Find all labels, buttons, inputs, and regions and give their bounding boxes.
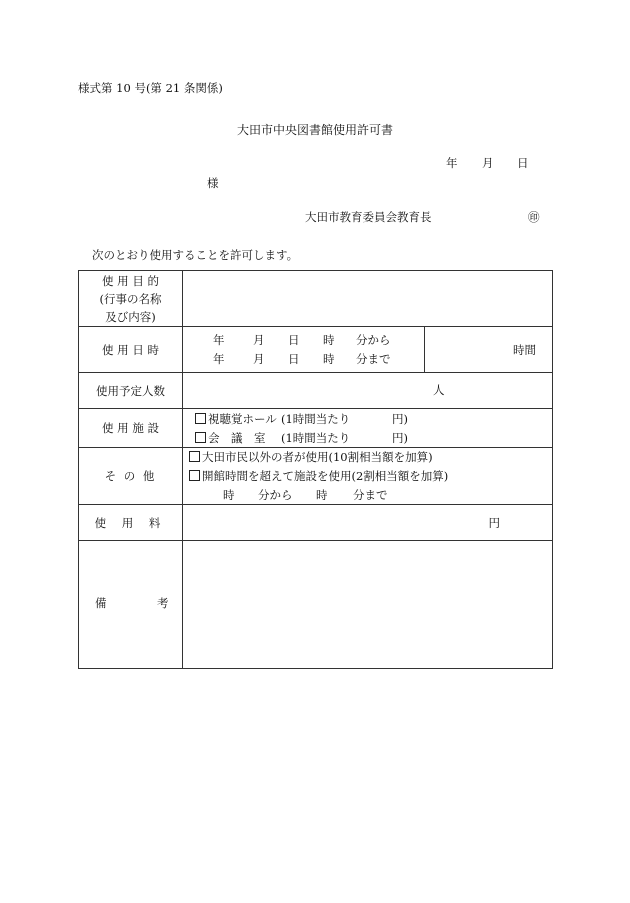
remarks-label — [79, 541, 183, 669]
dt-from-day: 日 — [288, 332, 300, 347]
facility-label: 使 用 施 設 — [79, 409, 183, 448]
fee-unit: 円 — [488, 515, 500, 530]
hall-rate: (1時間当たり — [281, 412, 351, 426]
datetime-label: 使 用 日 時 — [79, 327, 183, 373]
form-number: 様式第 10 号(第 21 条関係) — [78, 81, 223, 95]
fee-label — [79, 505, 183, 541]
dt-from-hour: 時 — [323, 332, 335, 347]
dt-to-day: 日 — [288, 351, 300, 366]
remarks-field[interactable] — [183, 541, 553, 669]
hours-unit: 時間 — [513, 342, 536, 357]
attendees-label: 使用予定人数 — [79, 373, 183, 409]
attendees-row — [79, 373, 553, 409]
date-month-label: 月 — [482, 156, 494, 170]
remarks-label-left: 備 — [95, 595, 107, 610]
dt-to-month: 月 — [253, 351, 265, 366]
after-hours-to-minute: 分まで — [353, 488, 388, 502]
hall-unit: 円) — [392, 412, 408, 426]
hall-name: 視聴覚ホール — [208, 412, 277, 426]
purpose-field[interactable] — [183, 271, 553, 327]
document-title: 大田市中央図書館使用許可書 — [237, 123, 394, 137]
dt-to-hour: 時 — [323, 351, 335, 366]
other-option-nonresident[interactable] — [189, 449, 433, 465]
after-hours-text: 開館時間を超えて施設を使用(2割相当額を加算) — [202, 469, 449, 483]
intro-text: 次のとおり使用することを許可します。 — [92, 248, 299, 262]
remarks-label-right: 考 — [157, 595, 169, 610]
after-hours-to-hour: 時 — [316, 488, 328, 502]
seal-mark: ㊞ — [528, 210, 540, 224]
room-checkbox[interactable] — [195, 432, 206, 443]
purpose-label-line1: 使 用 目 的 — [102, 273, 159, 288]
fee-row — [79, 505, 553, 541]
facility-row — [79, 409, 553, 448]
other-option-after-hours[interactable] — [189, 468, 448, 484]
room-rate: (1時間当たり — [281, 431, 351, 445]
fee-label-text: 使 用 料 — [94, 515, 167, 530]
nonresident-text: 大田市民以外の者が使用(10割相当額を加算) — [202, 450, 433, 464]
datetime-field[interactable] — [183, 327, 425, 373]
usage-hours-field[interactable] — [425, 327, 553, 373]
purpose-label-line3: 及び内容) — [105, 309, 156, 324]
fee-field[interactable] — [183, 505, 553, 541]
dt-to-minute: 分まで — [356, 351, 391, 366]
dt-from-month: 月 — [253, 332, 265, 347]
facility-field — [183, 409, 553, 448]
addressee-suffix: 様 — [207, 176, 219, 190]
after-hours-checkbox[interactable] — [189, 470, 200, 481]
attendees-unit: 人 — [433, 382, 445, 397]
attendees-field[interactable] — [183, 373, 553, 409]
dt-from-minute: 分から — [356, 332, 391, 347]
other-row — [79, 448, 553, 505]
after-hours-from-hour: 時 — [223, 488, 235, 502]
dt-from-year: 年 — [213, 332, 225, 347]
after-hours-from-minute: 分から — [258, 488, 293, 502]
room-name: 会 議 室 — [208, 431, 266, 445]
facility-option-hall[interactable] — [195, 410, 277, 429]
room-unit: 円) — [392, 431, 408, 445]
purpose-row — [79, 271, 553, 327]
other-label — [79, 448, 183, 505]
hall-checkbox[interactable] — [195, 413, 206, 424]
date-day-label: 日 — [517, 156, 529, 170]
other-field — [183, 448, 553, 505]
purpose-label — [79, 271, 183, 327]
purpose-label-line2: (行事の名称 — [99, 291, 162, 306]
dt-to-year: 年 — [213, 351, 225, 366]
permit-form-table — [78, 270, 553, 669]
other-label-text: そ の 他 — [104, 469, 157, 483]
facility-option-room[interactable] — [195, 429, 266, 448]
date-year-label: 年 — [446, 156, 458, 170]
datetime-row — [79, 327, 553, 373]
issuer-name: 大田市教育委員会教育長 — [305, 210, 432, 224]
nonresident-checkbox[interactable] — [189, 451, 200, 462]
remarks-row — [79, 541, 553, 669]
